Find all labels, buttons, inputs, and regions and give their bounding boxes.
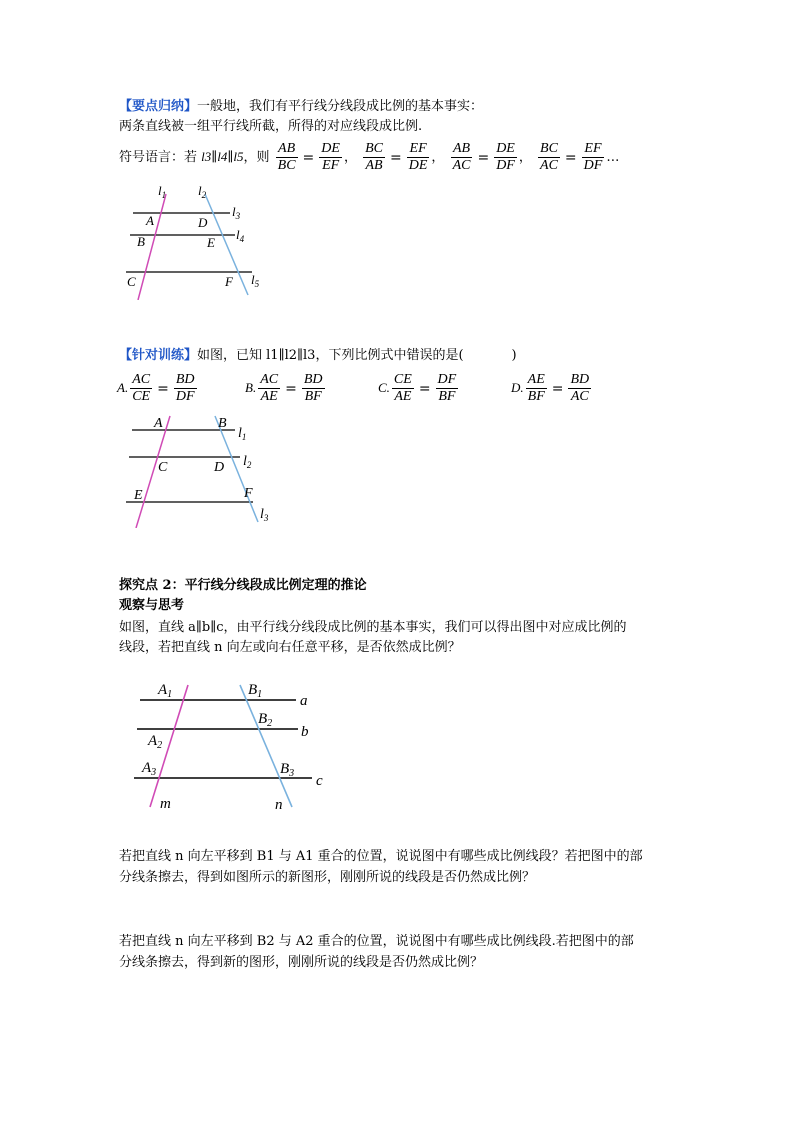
point-E: E [207,235,215,250]
fraction: $\frac{AB}{AC}$ [452,141,471,173]
fraction: $\frac{DE}{DF}$ [496,141,515,173]
label-b: b [301,724,309,740]
label-l3: $l_3$ [260,507,269,523]
fraction: $\frac{EF}{DE}$ [408,141,428,173]
point-A: A [154,416,163,431]
label-l2: $l_2$ [198,183,207,200]
fraction: $\frac{EF}{DF}$ [583,141,603,173]
symbol-prefix: 符号语言：若 [119,150,202,165]
paragraph-1-line-2: 线段，若把直线 n 向左或向右任意平移，是否依然成比例？ [119,640,461,655]
fraction: $\frac{BC}{AC}$ [540,141,558,173]
point-F: F [244,486,253,501]
point-A: A [146,213,154,228]
option-A[interactable]: A. $\frac{AC}{CE}$ = $\frac{BD}{DF}$ [117,372,195,404]
point-B3: $B_3$ [280,761,295,779]
symbol-condition: l3∥l4∥l5 [201,149,244,164]
label-l2: $l_2$ [243,454,252,470]
label-n: n [275,797,283,813]
summary-tag: 【要点归纳】 [119,99,198,114]
label-c: c [316,773,323,789]
figure-3-diagram [130,675,330,813]
paragraph-1-line-1: 如图，直线 a∥b∥c，由平行线分线段成比例的基本事实，我们可以得出图中对应成比例的 [119,620,627,635]
point-E: E [134,488,143,503]
symbol-language-line: 符号语言：若 l3∥l4∥l5，则 $\frac{AB}{BC}$ = $\frac{DE}{EF}$ ， $\frac{BC}{AB}$ = $\frac{EF}{DE}$ ， $\frac{AB}{AC}$ = $\frac{DE}{DF}$ ， $\frac{BC}{AC}$ = $\frac{EF}{DF}$ … [119,141,620,173]
point-C: C [127,274,136,289]
point-B1: $B_1$ [248,682,263,700]
practice-question-text: 如图，已知 l1∥l2∥l3，下列比例式中错误的是( [197,348,464,363]
fraction: $\frac{BC}{AB}$ [365,141,383,173]
point-B: B [218,416,227,431]
label-l5: $l_5$ [251,272,260,289]
label-m: m [160,796,171,812]
label-a: a [300,693,308,709]
point-A1: $A_1$ [158,682,173,700]
point-C: C [158,460,168,475]
label-l1: $l_1$ [238,426,247,442]
option-C[interactable]: C. $\frac{CE}{AE}$ = $\frac{DF}{BF}$ [378,372,457,404]
fraction: $\frac{AB}{BC}$ [277,141,296,173]
transversal-n [240,685,295,807]
paragraph-3-line-2: 分线条擦去，得到新的图形，刚刚所说的线段是否仍然成比例？ [119,955,484,970]
practice-question: 【针对训练】如图，已知 l1∥l2∥l3，下列比例式中错误的是( ) [119,348,517,363]
point-D: D [198,215,208,230]
point-D: D [214,460,225,475]
fraction: $\frac{DE}{EF}$ [321,141,340,173]
summary-rule: 两条直线被一组平行线所截，所得的对应线段成比例. [119,119,423,134]
label-l4: $l_4$ [236,227,245,244]
summary-intro: 一般地，我们有平行线分线段成比例的基本事实： [197,99,484,114]
label-l3: $l_3$ [232,204,241,221]
figure-1-diagram [118,180,278,300]
point-B2: $B_2$ [258,711,273,729]
point-A3: $A_3$ [142,760,157,778]
section-heading: 探究点 2：平行线分线段成比例定理的推论 [119,578,367,593]
paragraph-3-line-1: 若把直线 n 向左平移到 B2 与 A2 重合的位置，说说图中有哪些成比例线段.若把图中的部 [119,934,634,949]
option-D[interactable]: D. $\frac{AE}{BF}$ = $\frac{BD}{AC}$ [511,372,590,404]
point-A2: $A_2$ [148,733,163,751]
point-F: F [225,274,233,289]
paragraph-2-line-1: 若把直线 n 向左平移到 B1 与 A1 重合的位置，说说图中有哪些成比例线段？若把图中的部 [119,849,643,864]
figure-2-diagram [122,410,282,528]
symbol-then: ，则 [243,150,270,165]
option-B[interactable]: B. $\frac{AC}{AE}$ = $\frac{BD}{BF}$ [245,372,323,404]
practice-tag: 【针对训练】 [119,348,198,363]
paragraph-2-line-2: 分线条擦去，得到如图所示的新图形，刚刚所说的线段是否仍然成比例？ [119,870,536,885]
point-B: B [137,234,145,249]
section-subheading: 观察与思考 [119,598,185,613]
label-l1: $l_1$ [158,183,167,200]
summary-intro-line [119,97,483,117]
